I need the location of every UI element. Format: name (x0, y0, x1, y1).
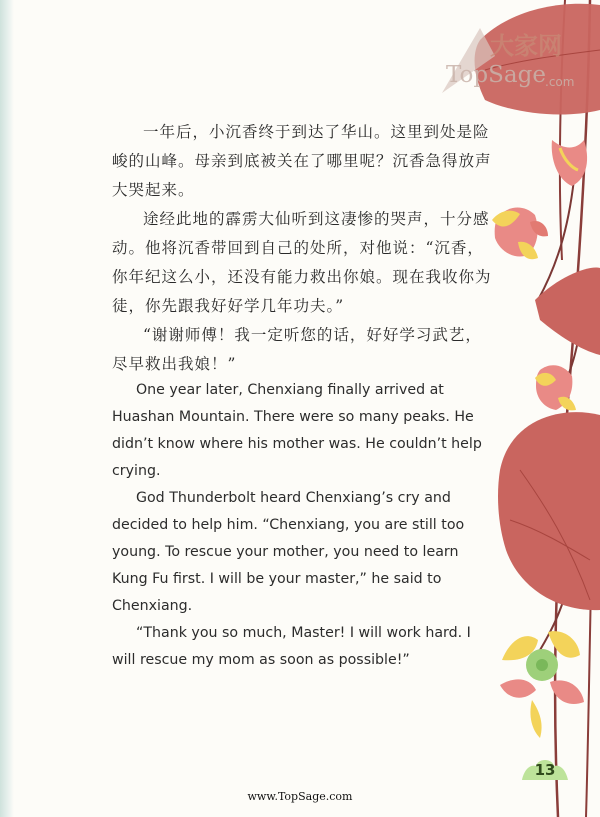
english-text-block (112, 377, 492, 674)
page-edge-decoration (0, 0, 14, 817)
english-paragraph: “Thank you so much, Master! I will work hard. I will rescue my mom as soon as possible!” (112, 625, 471, 668)
page-number: 13 (534, 761, 556, 779)
watermark-english-text: TopSage (446, 62, 546, 88)
chinese-text-block (112, 118, 492, 379)
watermark-domain-text: .com (545, 75, 575, 89)
watermark-chinese-text: 大家网 (490, 31, 562, 60)
chinese-paragraph: 途经此地的霹雳大仙听到这凄惨的哭声，十分感动。他将沉香带回到自己的处所，对他说：“沉香，你年纪这么小，还没有能力救出你娘。现在我收你为徒，你先跟我好好学几年功夫。” (112, 210, 492, 315)
footer-url: www.TopSage.com (247, 790, 353, 803)
english-paragraph: One year later, Chenxiang finally arrived at Huashan Mountain. There were so many peaks. He didn’t know where his mother was. He couldn’t help crying. (112, 382, 482, 479)
chinese-paragraph: “谢谢师傅！我一定听您的话，好好学习武艺，尽早救出我娘！” (112, 326, 482, 373)
english-paragraph: God Thunderbolt heard Chenxiang’s cry and decided to help him. “Chenxiang, you are still too young. To rescue your mother, you need to learn Kung Fu first. I will be your master,” he said to Chenxiang. (112, 490, 465, 614)
chinese-paragraph: 一年后，小沉香终于到达了华山。这里到处是险峻的山峰。母亲到底被关在了哪里呢？沉香急得放声大哭起来。 (112, 123, 492, 199)
